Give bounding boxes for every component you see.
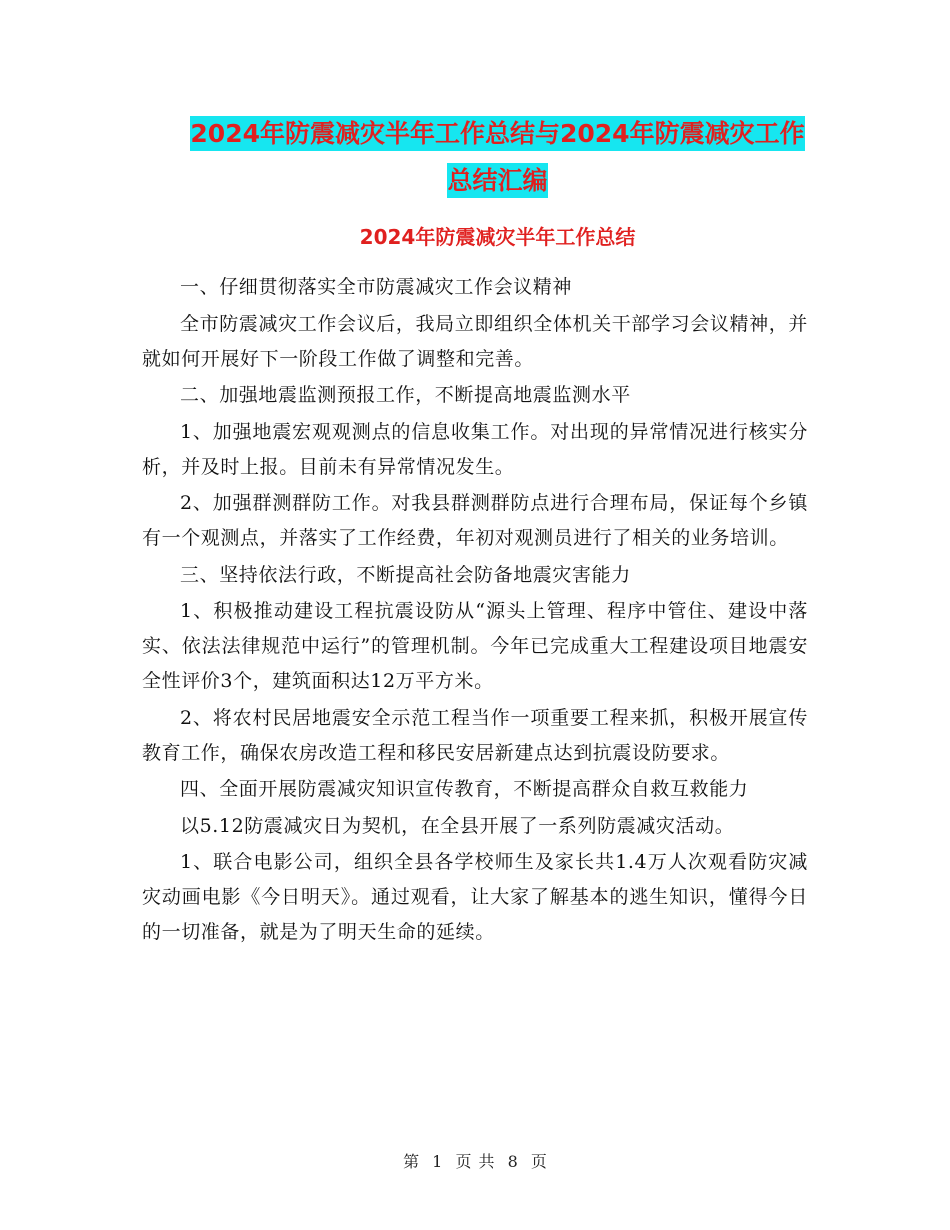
section-title: 2024年防震减灾半年工作总结	[359, 225, 636, 249]
paragraph: 1、联合电影公司，组织全县各学校师生及家长共1.4万人次观看防灾减灾动画电影《今日明天》。通过观看，让大家了解基本的逃生知识，懂得今日的一切准备，就是为了明天生命的延续。	[142, 851, 808, 943]
footer-prefix: 第	[403, 1152, 420, 1171]
document-title-line-1: 2024年防震减灾半年工作总结与2024年防震减灾工作	[190, 116, 804, 151]
document-title-line-2: 总结汇编	[447, 163, 547, 198]
paragraph: 2、将农村民居地震安全示范工程当作一项重要工程来抓，积极开展宣传教育工作，确保农房改造工程和移民安居新建点达到抗震设防要求。	[142, 706, 808, 764]
paragraph: 1、积极推动建设工程抗震设防从“源头上管理、程序中管住、建设中落实、依法法律规范中运行”的管理机制。今年已完成重大工程建设项目地震安全性评价3个，建筑面积达12万平方米。	[142, 600, 808, 692]
paragraph: 2、加强群测群防工作。对我县群测群防点进行合理布局，保证每个乡镇有一个观测点，并落实了工作经费，年初对观测员进行了相关的业务培训。	[142, 492, 808, 549]
page-footer	[0, 1150, 950, 1174]
footer-suffix: 页	[530, 1152, 547, 1171]
paragraph: 全市防震减灾工作会议后，我局立即组织全体机关干部学习会议精神，并就如何开展好下一阶段工作做了调整和完善。	[142, 312, 808, 370]
paragraph: 四、全面开展防震减灾知识宣传教育，不断提高群众自救互救能力	[180, 778, 749, 800]
paragraph: 1、加强地震宏观观测点的信息收集工作。对出现的异常情况进行核实分析，并及时上报。目前未有异常情况发生。	[142, 420, 808, 478]
document-title	[140, 110, 855, 204]
document-body	[142, 270, 808, 952]
paragraph: 二、加强地震监测预报工作，不断提高地震监测水平	[180, 384, 631, 406]
paragraph: 三、坚持依法行政，不断提高社会防备地震灾害能力	[180, 563, 631, 586]
paragraph: 以5.12防震减灾日为契机，在全县开展了一系列防震减灾活动。	[180, 814, 735, 837]
footer-total-pages: 8	[507, 1152, 518, 1171]
paragraph: 一、仔细贯彻落实全市防震减灾工作会议精神	[180, 276, 573, 298]
footer-middle: 页 共	[455, 1152, 495, 1171]
footer-page-number: 1	[432, 1152, 443, 1171]
